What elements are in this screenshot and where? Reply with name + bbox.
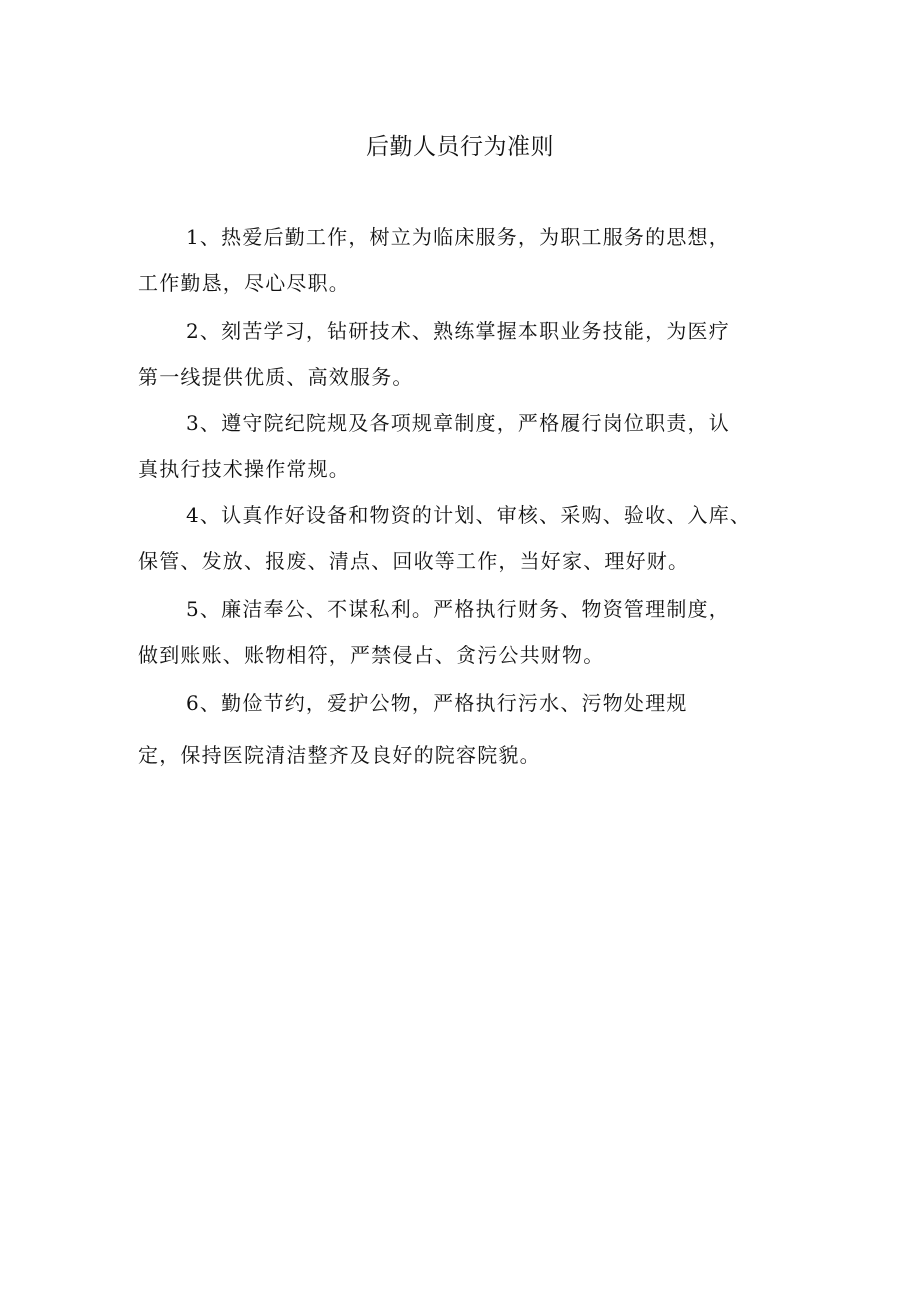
document-title: 后勤人员行为准则	[366, 134, 554, 160]
rule-4-line-1: 4、认真作好设备和物资的计划、审核、采购、验收、入库、	[186, 503, 752, 527]
rule-3-line-2: 真执行技术操作常规。	[138, 457, 350, 481]
rule-5-line-1: 5、廉洁奉公、不谋私利。严格执行财务、物资管理制度，	[186, 597, 730, 621]
rule-6-line-1: 6、勤俭节约，爱护公物，严格执行污水、污物处理规	[186, 691, 688, 715]
rule-4-line-2: 保管、发放、报废、清点、回收等工作，当好家、理好财。	[138, 549, 690, 573]
rule-1-line-1: 1、热爱后勤工作，树立为临床服务，为职工服务的思想，	[186, 225, 730, 249]
rule-2-line-2: 第一线提供优质、高效服务。	[138, 365, 414, 389]
rule-5-line-2: 做到账账、账物相符，严禁侵占、贪污公共财物。	[138, 643, 605, 667]
rule-1-line-2: 工作勤恳，尽心尽职。	[138, 271, 350, 295]
rule-2-line-1: 2、刻苦学习，钻研技术、熟练掌握本职业务技能，为医疗	[186, 319, 730, 343]
rule-3-line-1: 3、遵守院纪院规及各项规章制度，严格履行岗位职责，认	[186, 411, 730, 435]
rule-6-line-2: 定，保持医院清洁整齐及良好的院容院貌。	[138, 743, 541, 767]
